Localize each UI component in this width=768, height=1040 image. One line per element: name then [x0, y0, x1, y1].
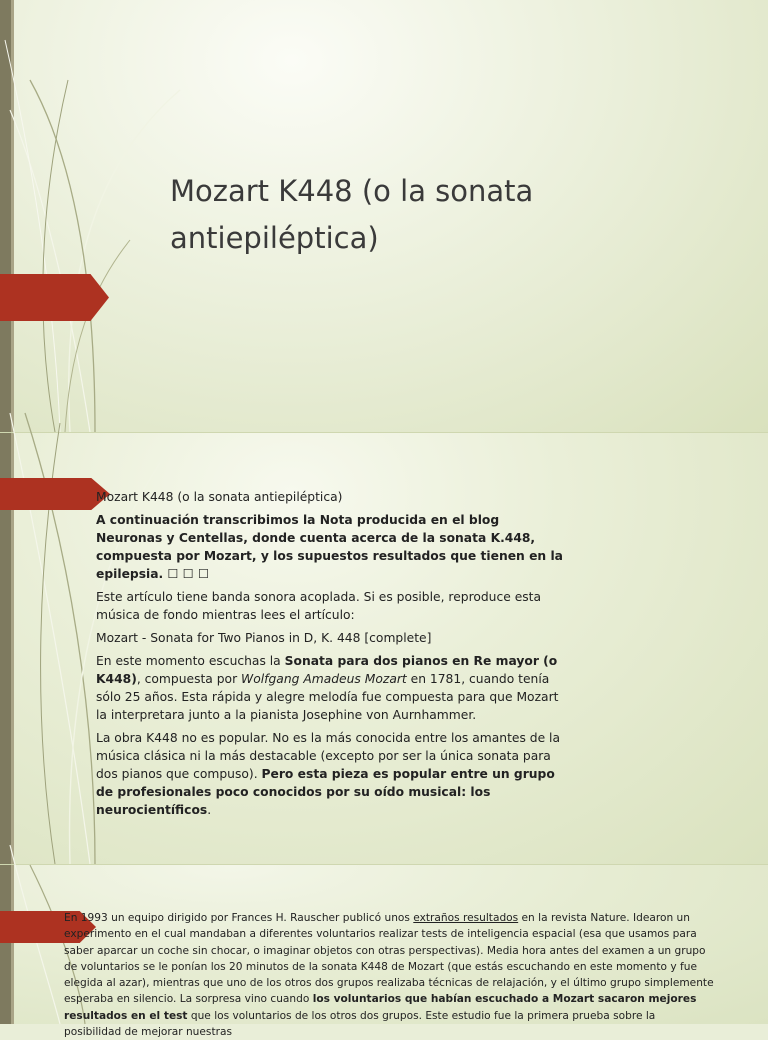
article-heading: Mozart K448 (o la sonata antiepiléptica)	[96, 490, 343, 504]
music-link-text: Mozart - Sonata for Two Pianos in D, K. 448 [complete]	[96, 631, 432, 645]
title-tab-marker	[0, 274, 109, 321]
paragraph-experiment: En 1993 un equipo dirigido por Frances H. Rauscher publicó unos extraños resultados en la revista Nature. Idearon un experimento en el cual mandaban a diferentes voluntarios realizar tests de inteligencia espacial (esa que usamos para saber aparcar un coche sin chocar, o imaginar objetos con otras perspectivas). Media hora antes del examen a un grupo de voluntarios se le ponían los 20 minutos de la sonata K448 de Mozart (que estás escuchando en este momento y fue elegida al azar), mientras que uno de los otros dos grupos realizaba técnicas de relajación, y el último grupo simplemente esperaba en silencio. La sorpresa vino cuando los voluntarios que habían escuchado a Mozart sacaron mejores resultados en el test que los voluntarios de los otros dos grupos. Este estudio fue la primera prueba sobre la posibilidad de mejorar nuestras	[64, 912, 714, 1039]
extranos-resultados-link[interactable]: extraños resultados	[413, 912, 519, 924]
slide-3	[0, 865, 768, 1039]
article-intro: A continuación transcribimos la Nota producida en el blog Neuronas y Centellas, donde cuenta acerca de la sonata K.448, compuesta por Mozart, y los supuestos resultados que tienen en la epilepsia. ☐ ☐ ☐	[96, 513, 563, 581]
slide-title: Mozart K448 (o la sonata antiepiléptica)	[170, 174, 534, 255]
paragraph-soundtrack: Este artículo tiene banda sonora acoplada. Si es posible, reproduce esta música de fondo mientras lees el artículo:	[96, 590, 542, 622]
paragraph-popularity: La obra K448 no es popular. No es la más conocida entre los amantes de la música clásica ni la más destacable (excepto por ser la única sonata para dos pianos que compuso). Pero esta pieza es popular entre un grupo de profesionales poco conocidos por su oído musical: los neurocientíficos.	[96, 731, 561, 817]
slide-3-body	[64, 910, 714, 1040]
slide-2-body	[96, 488, 566, 824]
section-tab-marker	[0, 478, 110, 510]
slide-1	[0, 0, 768, 432]
slide-2	[0, 433, 768, 864]
paragraph-sonata: En este momento escuchas la Sonata para dos pianos en Re mayor (o K448), compuesta por Wolfgang Amadeus Mozart en 1781, cuando tenía sólo 25 años. Esta rápida y alegre melodía fue compuesta para que Mozart la interpretara junto a la pianista Josephine von Aurnhammer.	[96, 654, 559, 722]
